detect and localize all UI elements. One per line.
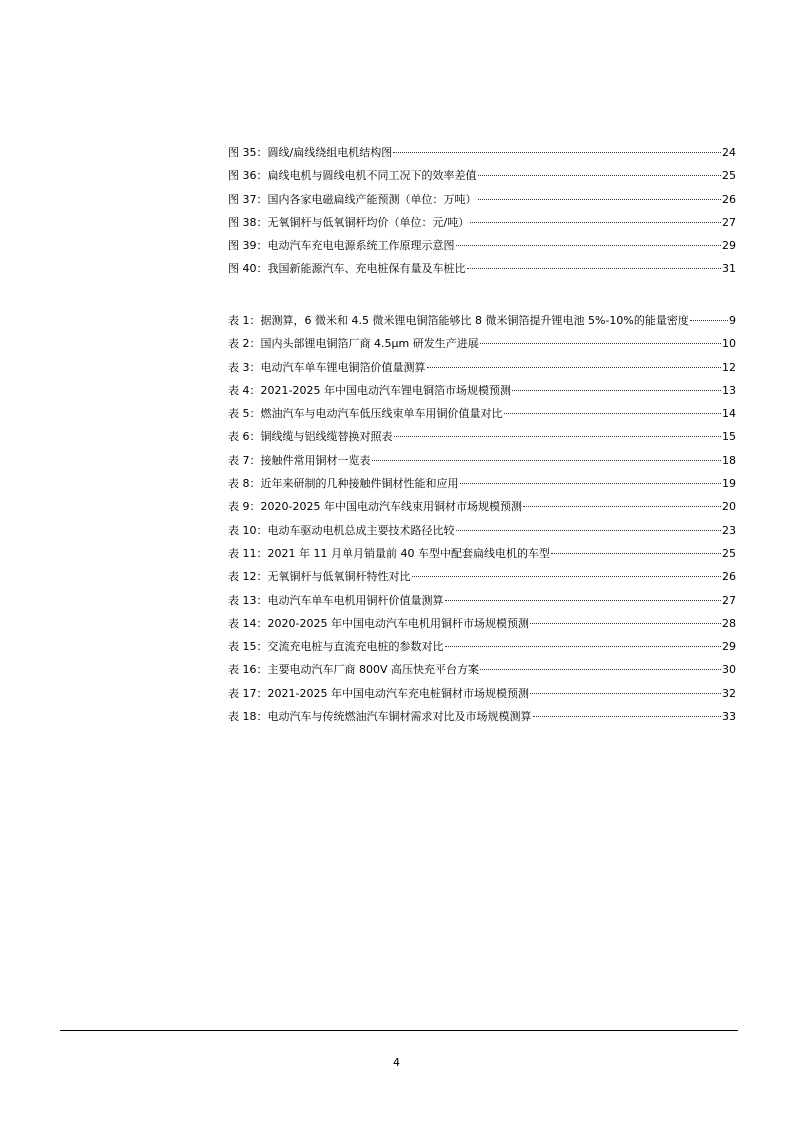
toc-leader — [470, 221, 721, 223]
toc-entry[interactable] — [228, 168, 736, 191]
toc-entry-title: 图 37：国内各家电磁扁线产能预测（单位：万吨） — [228, 192, 477, 206]
toc-page-number: 32 — [722, 686, 736, 700]
toc-entry[interactable] — [228, 499, 736, 522]
toc-page-number: 18 — [722, 453, 736, 467]
toc-entry-title: 表 17：2021-2025 年中国电动汽车充电桩铜材市场规模预测 — [228, 686, 529, 700]
toc-entry[interactable] — [228, 336, 736, 359]
toc-entry-title: 表 15：交流充电桩与直流充电桩的参数对比 — [228, 640, 444, 654]
toc-entry-title: 图 40：我国新能源汽车、充电桩保有量及车桩比 — [228, 262, 466, 276]
toc-page-number: 27 — [722, 215, 736, 229]
toc-leader — [551, 552, 721, 554]
toc-page-number: 29 — [722, 239, 736, 253]
toc-leader — [523, 505, 721, 507]
toc-entry-title: 表 16：主要电动汽车厂商 800V 高压快充平台方案 — [228, 663, 480, 677]
toc-leader — [478, 198, 722, 200]
toc-entry[interactable] — [228, 429, 736, 452]
toc-entry[interactable] — [228, 546, 736, 569]
toc-page-number: 26 — [722, 192, 736, 206]
toc-leader — [460, 482, 722, 484]
toc-entry[interactable] — [228, 523, 736, 546]
toc-entry[interactable] — [228, 238, 736, 261]
toc-entry-title: 表 13：电动汽车单车电机用铜杆价值量测算 — [228, 593, 444, 607]
toc-entry-title: 表 18：电动汽车与传统燃油汽车铜材需求对比及市场规模测算 — [228, 710, 532, 724]
toc-entry[interactable] — [228, 383, 736, 406]
toc-entry[interactable] — [228, 453, 736, 476]
toc-page-number: 15 — [722, 430, 736, 444]
toc-leader — [445, 645, 722, 647]
toc-page-number: 20 — [722, 500, 736, 514]
toc-leader — [394, 435, 722, 437]
toc-page-number: 29 — [722, 640, 736, 654]
toc-entry[interactable] — [228, 261, 736, 284]
toc-page-number: 25 — [722, 169, 736, 183]
toc-entry-title: 图 38：无氧铜杆与低氧铜杆均价（单位：元/吨） — [228, 215, 470, 229]
toc-leader — [533, 715, 722, 717]
toc-entry-title: 表 8：近年来研制的几种接触件铜材性能和应用 — [228, 477, 459, 491]
toc-entry-title: 图 35：圆线/扁线绕组电机结构图 — [228, 146, 393, 159]
toc-page-number: 31 — [722, 262, 736, 276]
toc-entry[interactable] — [228, 616, 736, 639]
toc-leader — [480, 342, 721, 344]
toc-leader — [467, 267, 722, 269]
toc-leader — [512, 389, 721, 391]
toc-entry[interactable] — [228, 709, 736, 732]
toc-page-number: 12 — [722, 360, 736, 374]
toc-entry[interactable] — [228, 569, 736, 592]
toc-entry[interactable] — [228, 145, 736, 168]
toc-entry[interactable] — [228, 662, 736, 685]
toc-leader — [504, 412, 722, 414]
toc-leader — [530, 622, 721, 624]
toc-page-number: 25 — [722, 546, 736, 560]
footer-divider — [60, 1030, 738, 1031]
toc-entry[interactable] — [228, 192, 736, 215]
toc-leader — [372, 459, 722, 461]
toc-entry-title: 表 1：据测算，6 微米和 4.5 微米锂电铜箔能够比 8 微米铜箔提升锂电池 5%-10%的能量密度 — [228, 314, 689, 327]
toc-entry-title: 表 4：2021-2025 年中国电动汽车锂电铜箔市场规模预测 — [228, 383, 511, 397]
toc-page-number: 14 — [722, 407, 736, 421]
toc-leader — [445, 599, 722, 601]
toc-page-number: 19 — [722, 477, 736, 491]
toc-leader — [456, 529, 722, 531]
toc-entry[interactable] — [228, 593, 736, 616]
toc-entry[interactable] — [228, 406, 736, 429]
toc-page-number: 33 — [722, 710, 736, 724]
toc-entry-title: 图 36：扁线电机与圆线电机不同工况下的效率差值 — [228, 169, 477, 183]
figure-index — [228, 145, 736, 285]
toc-entry[interactable] — [228, 686, 736, 709]
toc-page-number: 27 — [722, 593, 736, 607]
page-number: 4 — [393, 1056, 400, 1069]
toc-leader — [530, 692, 721, 694]
toc-entry[interactable] — [228, 313, 736, 336]
toc-entry-title: 表 7：接触件常用铜材一览表 — [228, 453, 371, 467]
toc-page-number: 9 — [729, 314, 736, 327]
toc-page-number: 24 — [722, 146, 736, 159]
toc-entry-title: 表 10：电动车驱动电机总成主要技术路径比较 — [228, 523, 455, 537]
toc-leader — [427, 366, 722, 368]
toc-entry[interactable] — [228, 360, 736, 383]
toc-entry-title: 表 9：2020-2025 年中国电动汽车线束用铜材市场规模预测 — [228, 500, 522, 514]
toc-page-number: 28 — [722, 616, 736, 630]
toc-entry[interactable] — [228, 476, 736, 499]
toc-entry[interactable] — [228, 639, 736, 662]
toc-entry[interactable] — [228, 215, 736, 238]
toc-leader — [393, 151, 721, 153]
table-index — [228, 313, 736, 732]
toc-leader — [412, 575, 722, 577]
toc-entry-title: 表 2：国内头部锂电铜箔厂商 4.5μm 研发生产进展 — [228, 337, 479, 351]
toc-entry-title: 表 6：铜线缆与铝线缆替换对照表 — [228, 430, 393, 444]
toc-leader — [456, 244, 722, 246]
toc-page-number: 30 — [722, 663, 736, 677]
toc-entry-title: 表 14：2020-2025 年中国电动汽车电机用铜杆市场规模预测 — [228, 616, 529, 630]
toc-entry-title: 表 3：电动汽车单车锂电铜箔价值量测算 — [228, 360, 426, 374]
toc-page-number: 10 — [722, 337, 736, 351]
toc-entry-title: 表 5：燃油汽车与电动汽车低压线束单车用铜价值量对比 — [228, 407, 503, 421]
toc-leader — [480, 668, 721, 670]
toc-page-number: 26 — [722, 570, 736, 584]
toc-entry-title: 表 11：2021 年 11 月单月销量前 40 车型中配套扁线电机的车型 — [228, 546, 550, 560]
toc-leader — [690, 319, 728, 321]
toc-page-number: 23 — [722, 523, 736, 537]
toc-entry-title: 图 39：电动汽车充电电源系统工作原理示意图 — [228, 239, 455, 253]
toc-entry-title: 表 12：无氧铜杆与低氧铜杆特性对比 — [228, 570, 411, 584]
toc-page-number: 13 — [722, 383, 736, 397]
toc-leader — [478, 174, 722, 176]
